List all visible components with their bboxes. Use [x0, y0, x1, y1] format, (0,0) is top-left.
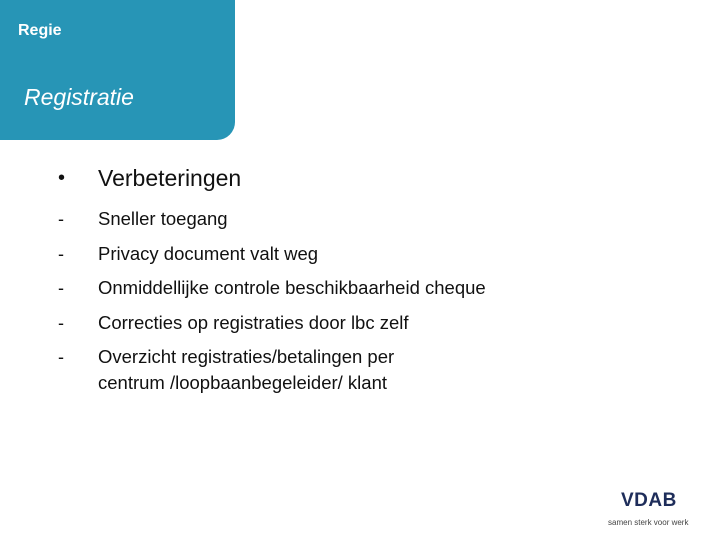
- slide-title: Registratie: [24, 84, 134, 110]
- slide-content: [58, 162, 658, 397]
- list-item-text: Onmiddellijke controle beschikbaarheid cheque: [98, 277, 486, 298]
- list-item-line-2: centrum /loopbaanbegeleider/ klant: [98, 371, 387, 393]
- logo-wordmark: VDAB: [621, 490, 677, 511]
- list-item: [58, 202, 658, 237]
- bullet-heading: [58, 162, 658, 198]
- logo-tagline: samen sterk voor werk: [608, 518, 689, 527]
- list-item: [58, 271, 658, 306]
- dash-marker: -: [58, 243, 64, 264]
- list-item: [58, 306, 658, 341]
- vdab-logo: [603, 490, 699, 530]
- dash-marker: -: [58, 347, 64, 367]
- list-item: [58, 340, 658, 397]
- list-item: [58, 237, 658, 272]
- bullet-dot-icon: •: [58, 167, 66, 189]
- list-item-text: Correcties op registraties door lbc zelf: [98, 311, 409, 333]
- list-item-text: [98, 340, 394, 397]
- heading-text: Verbeteringen: [98, 165, 242, 191]
- list-item-text: Privacy document valt weg: [98, 242, 319, 264]
- dash-marker: -: [58, 278, 64, 298]
- section-label: Regie: [18, 22, 62, 39]
- dash-marker: -: [58, 312, 64, 333]
- header-panel: [0, 0, 235, 140]
- improvements-list: [58, 202, 658, 397]
- list-item-text: Sneller toegang: [98, 208, 228, 229]
- list-item-line-1: Overzicht registraties/betalingen per: [98, 346, 395, 367]
- dash-marker: -: [58, 209, 64, 229]
